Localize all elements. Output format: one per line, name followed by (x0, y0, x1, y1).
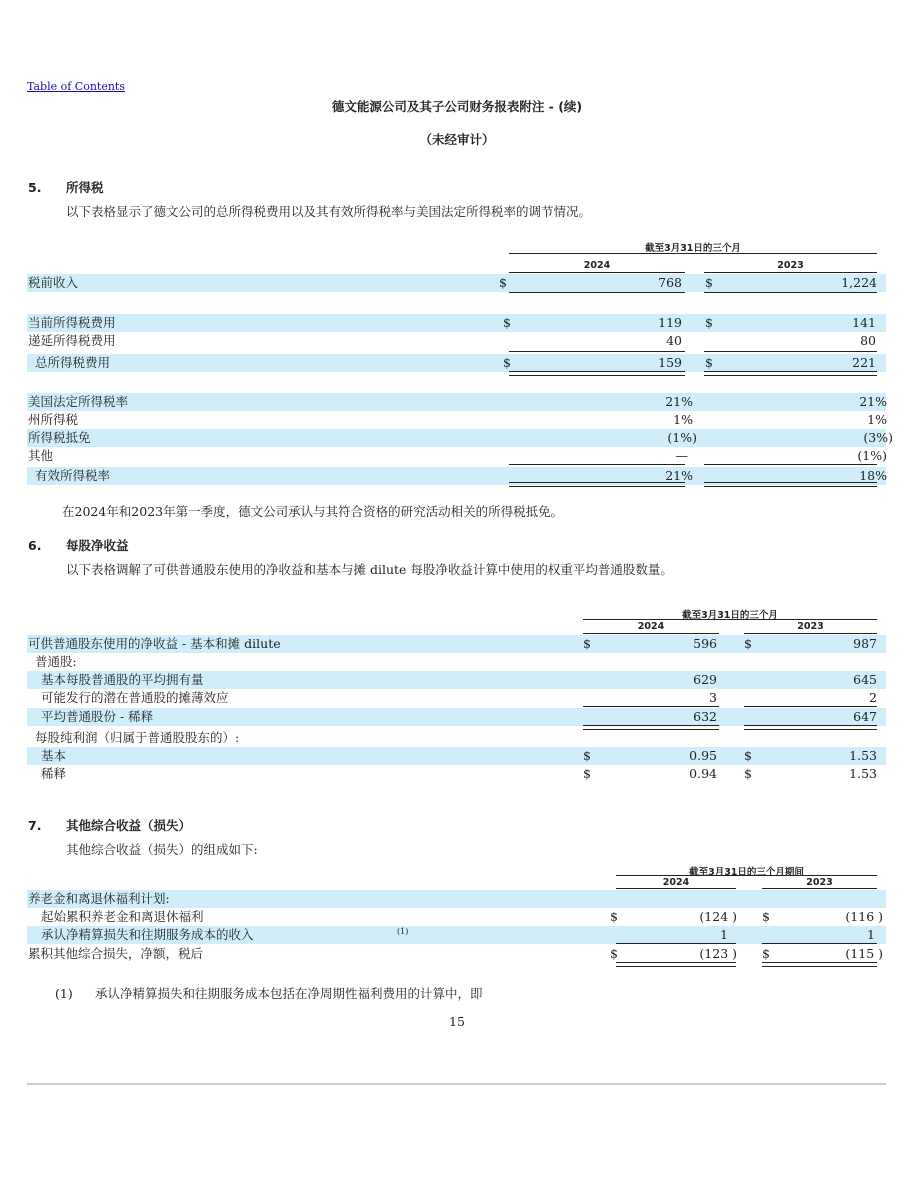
section-7-heading (28, 816, 191, 834)
row-label: 州所得税 (28, 412, 79, 427)
currency-symbol: $ (503, 355, 511, 370)
value-2023: 987 (853, 636, 877, 651)
value-2023: 2 (869, 690, 877, 705)
footnote-text: 承认净精算损失和往期服务成本包括在净周期性福利费用的计算中，即 (95, 986, 483, 1001)
value-2023: 1.53 (849, 748, 877, 763)
table-row (27, 708, 886, 726)
rule (744, 706, 877, 707)
value-2024: — (675, 448, 688, 463)
value-2024: 40 (666, 333, 682, 348)
value-2023: 221 (852, 355, 876, 370)
rule (704, 464, 877, 465)
rule (583, 706, 719, 707)
value-2024: 632 (693, 709, 717, 724)
value-2023: (3%) (863, 430, 893, 445)
value-2024: 0.95 (689, 748, 717, 763)
value-2024: 0.94 (689, 766, 717, 781)
s5-col-2024: 2024 (583, 260, 611, 271)
table-row (27, 908, 886, 926)
s7-period-rule (616, 875, 877, 876)
value-2024: 21% (665, 394, 693, 409)
value-2023: 1,224 (841, 275, 877, 290)
currency-symbol: $ (705, 315, 713, 330)
value-2023: 141 (852, 315, 876, 330)
table-row (27, 429, 893, 447)
page-number: 15 (449, 1014, 465, 1029)
rule (616, 888, 736, 889)
value-2023: 80 (860, 333, 876, 348)
s5-col-rule-1 (509, 272, 685, 273)
row-label: 平均普通股份 - 稀释 (41, 709, 154, 724)
section-6-intro: 以下表格调解了可供普通股东使用的净收益和基本与摊 dilute 每股净收益计算中使用的权重平均普通股数量。 (66, 562, 673, 577)
page-bottom-divider (27, 1083, 886, 1085)
s7-period-header: 截至3月31日的三个月期间 (689, 867, 804, 878)
double-rule (509, 371, 685, 376)
table-row (27, 671, 886, 689)
row-label: 累积其他综合损失，净额，税后 (28, 946, 204, 961)
value-2024: (123 ) (699, 946, 737, 961)
value-2023: 1.53 (849, 766, 877, 781)
value-2023: 18% (859, 468, 887, 483)
table-row (27, 945, 886, 963)
row-label: 递延所得税费用 (28, 333, 116, 348)
value-2023: 647 (853, 709, 877, 724)
value-2024: 629 (693, 672, 717, 687)
currency-symbol: $ (762, 909, 770, 924)
page-subtitle: （未经审计） (419, 132, 495, 147)
section-5-note: 在2024年和2023年第一季度，德文公司承认与其符合资格的研究活动相关的所得税抵免。 (62, 504, 564, 519)
s6-period-rule (583, 619, 877, 620)
page-title: 德文能源公司及其子公司财务报表附注 - (续) (331, 99, 583, 114)
value-2024: 1 (720, 927, 728, 942)
currency-symbol: $ (705, 355, 713, 370)
value-2024: 3 (709, 690, 717, 705)
table-row (27, 354, 886, 372)
rule (583, 633, 719, 634)
row-label: 可供普通股东使用的净收益 - 基本和摊 dilute (28, 636, 281, 651)
section-6-heading (28, 536, 129, 554)
row-label: 有效所得税率 (35, 468, 111, 483)
section-5-heading (28, 178, 104, 196)
row-label: 养老金和离退休福利计划: (28, 891, 170, 906)
table-row (27, 314, 886, 332)
table-row (27, 274, 886, 292)
double-rule (509, 482, 685, 487)
s5-period-rule (509, 253, 877, 254)
rule (744, 633, 877, 634)
table-row (27, 747, 886, 765)
table-row (27, 890, 886, 908)
currency-symbol: $ (499, 275, 507, 290)
s6-col-2023: 2023 (797, 621, 824, 632)
row-label: 美国法定所得税率 (28, 394, 129, 409)
currency-symbol: $ (744, 636, 752, 651)
section-7-intro: 其他综合收益（损失）的组成如下: (66, 842, 258, 857)
value-2023: 1 (867, 927, 875, 942)
footnote-number: (1) (55, 986, 73, 1001)
currency-symbol: $ (503, 315, 511, 330)
row-label: 所得税抵免 (28, 430, 91, 445)
table-row (27, 926, 886, 944)
table-row (27, 411, 886, 429)
table-row (27, 393, 886, 411)
double-rule (704, 482, 877, 487)
row-label: 总所得税费用 (35, 355, 111, 370)
table-of-contents-link[interactable]: Table of Contents (27, 80, 126, 93)
s6-period-header: 截至3月31日的三个月 (682, 610, 778, 621)
row-label: 其他 (28, 448, 54, 463)
currency-symbol: $ (705, 275, 713, 290)
rule (509, 292, 685, 293)
double-rule (704, 371, 877, 376)
value-2023: 21% (859, 394, 887, 409)
value-2023: (116 ) (845, 909, 883, 924)
table-row (27, 332, 886, 350)
value-2024: (1%) (667, 430, 697, 445)
s5-col-2023: 2023 (777, 260, 804, 271)
value-2024: 596 (693, 636, 717, 651)
table-row (27, 765, 886, 783)
value-2023: (115 ) (845, 946, 883, 961)
value-2024: 21% (665, 468, 693, 483)
currency-symbol: $ (583, 636, 591, 651)
value-2023: (1%) (857, 448, 887, 463)
rule (704, 351, 877, 352)
table-row (27, 635, 886, 653)
rule (762, 888, 877, 889)
section-title: 每股净收益 (66, 538, 129, 553)
rule (762, 943, 877, 944)
s7-col-2024: 2024 (662, 877, 690, 888)
row-label: 基本 (41, 748, 67, 763)
row-label: 税前收入 (28, 275, 79, 290)
currency-symbol: $ (583, 766, 591, 781)
row-label: 稀释 (41, 766, 67, 781)
row-label: 承认净精算损失和往期服务成本的收入 (41, 927, 254, 942)
value-2024: 119 (658, 315, 682, 330)
table-row (27, 653, 886, 671)
value-2024: 768 (658, 275, 682, 290)
currency-symbol: $ (583, 748, 591, 763)
section-title: 所得税 (66, 180, 104, 195)
footnote (55, 984, 483, 1002)
s5-period-header: 截至3月31日的三个月 (645, 243, 741, 254)
s7-col-2023: 2023 (806, 877, 833, 888)
double-rule (616, 962, 736, 967)
section-number: 5. (28, 180, 42, 195)
row-label: 可能发行的潜在普通股的摊薄效应 (41, 690, 229, 705)
section-number: 6. (28, 538, 42, 553)
table-row (27, 729, 886, 747)
s5-col-rule-2 (704, 272, 877, 273)
currency-symbol: $ (762, 946, 770, 961)
section-number: 7. (28, 818, 42, 833)
row-label: 起始累积养老金和离退休福利 (41, 909, 204, 924)
value-2024: (124 ) (699, 909, 737, 924)
double-rule (762, 962, 877, 967)
table-row (27, 689, 886, 707)
table-row (27, 447, 886, 465)
row-label: 当前所得税费用 (28, 315, 116, 330)
value-2024: 159 (658, 355, 682, 370)
s6-col-2024: 2024 (637, 621, 665, 632)
value-2023: 1% (867, 412, 887, 427)
currency-symbol: $ (610, 946, 618, 961)
section-title: 其他综合收益（损失） (66, 818, 192, 833)
section-5-intro: 以下表格显示了德文公司的总所得税费用以及其有效所得税率与美国法定所得税率的调节情况。 (66, 204, 592, 219)
currency-symbol: $ (744, 766, 752, 781)
row-label: 基本每股普通股的平均拥有量 (41, 672, 204, 687)
rule (616, 943, 736, 944)
currency-symbol: $ (610, 909, 618, 924)
rule (509, 351, 685, 352)
value-2023: 645 (853, 672, 877, 687)
rule (704, 292, 877, 293)
value-2024: 1% (673, 412, 693, 427)
currency-symbol: $ (744, 748, 752, 763)
row-label: 每股纯利润（归属于普通股股东的）: (35, 730, 240, 745)
rule (509, 464, 685, 465)
footnote-ref: (1) (397, 927, 409, 936)
row-label: 普通股: (35, 654, 77, 669)
